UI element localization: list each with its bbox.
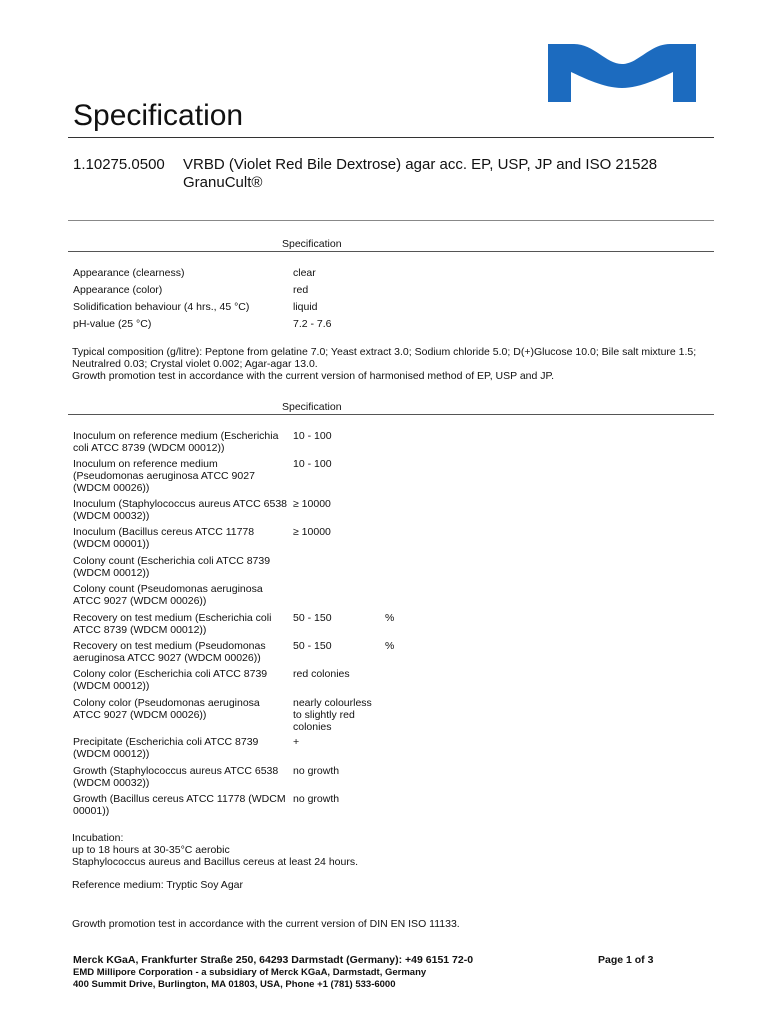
- spec-label: Appearance (color): [73, 284, 163, 296]
- incubation-line: Staphylococcus aureus and Bacillus cereus at least 24 hours.: [72, 856, 358, 868]
- test-unit: %: [385, 640, 395, 652]
- growth-promotion-note: Growth promotion test in accordance with the current version of harmonised method of EP, USP and JP.: [72, 370, 555, 382]
- spec-label: pH-value (25 °C): [73, 318, 152, 330]
- test-value: +: [293, 736, 300, 748]
- test-label: Precipitate (Escherichia coli ATCC 8739 (WDCM 00012)): [73, 736, 259, 760]
- spec-value: liquid: [293, 301, 318, 313]
- spec-label: Appearance (clearness): [73, 267, 185, 279]
- spec-label: Solidification behaviour (4 hrs., 45 °C): [73, 301, 250, 313]
- page-title: Specification: [73, 99, 244, 132]
- test-value: no growth: [293, 765, 340, 777]
- product-code: 1.10275.0500: [73, 156, 165, 173]
- spec-value: 7.2 - 7.6: [293, 318, 332, 330]
- section2-divider: [68, 414, 714, 415]
- test-label: Colony count (Pseudomonas aeruginosa ATCC 9027 (WDCM 00026)): [73, 583, 263, 607]
- spec-value: red: [293, 284, 309, 296]
- test-label: Colony count (Escherichia coli ATCC 8739 (WDCM 00012)): [73, 555, 271, 579]
- incubation-heading: Incubation:: [72, 832, 124, 844]
- spec-value: clear: [293, 267, 316, 279]
- test-value: ≥ 10000: [293, 498, 331, 510]
- title-divider: [68, 137, 714, 138]
- merck-logo: [548, 36, 696, 102]
- test-label: Inoculum on reference medium (Escherichia coli ATCC 8739 (WDCM 00012)): [73, 430, 279, 454]
- test-value: ≥ 10000: [293, 526, 331, 538]
- test-value: red colonies: [293, 668, 350, 680]
- test-value: 10 - 100: [293, 430, 332, 442]
- footer-company: Merck KGaA, Frankfurter Straße 250, 64293 Darmstadt (Germany): +49 6151 72-0: [73, 954, 474, 966]
- footer-address: 400 Summit Drive, Burlington, MA 01803, USA, Phone +1 (781) 533-6000: [73, 979, 396, 990]
- test-unit: %: [385, 612, 395, 624]
- test-value: no growth: [293, 793, 340, 805]
- product-name: VRBD (Violet Red Bile Dextrose) agar acc. EP, USP, JP and ISO 21528 GranuCult®: [183, 156, 658, 191]
- page-number: Page 1 of 3: [598, 954, 654, 966]
- test-label: Recovery on test medium (Pseudomonas aeruginosa ATCC 9027 (WDCM 00026)): [73, 640, 266, 664]
- test-label: Inoculum on reference medium (Pseudomonas aeruginosa ATCC 9027 (WDCM 00026)): [73, 458, 255, 494]
- section1-divider: [68, 251, 714, 252]
- section1-header: Specification: [282, 238, 342, 250]
- test-label: Recovery on test medium (Escherichia coli ATCC 8739 (WDCM 00012)): [73, 612, 272, 636]
- test-label: Growth (Bacillus cereus ATCC 11778 (WDCM 00001)): [73, 793, 286, 817]
- incubation-line: up to 18 hours at 30-35°C aerobic: [72, 844, 230, 856]
- test-label: Inoculum (Bacillus cereus ATCC 11778 (WDCM 00001)): [73, 526, 255, 550]
- test-value: nearly colourless to slightly red colonies: [293, 697, 372, 733]
- composition-line: Typical composition (g/litre): Peptone from gelatine 7.0; Yeast extract 3.0; Sodium chloride 5.0; D(+)Glucose 10.0; Bile salt mixture 1.5;: [72, 346, 697, 358]
- footer-subsidiary: EMD Millipore Corporation - a subsidiary of Merck KGaA, Darmstadt, Germany: [73, 967, 427, 978]
- test-value: 50 - 150: [293, 612, 332, 624]
- din-note: Growth promotion test in accordance with the current version of DIN EN ISO 11133.: [72, 918, 460, 930]
- test-label: Growth (Staphylococcus aureus ATCC 6538 (WDCM 00032)): [73, 765, 279, 789]
- section2-header: Specification: [282, 401, 342, 413]
- composition-line: Neutralred 0.03; Crystal violet 0.002; Agar-agar 13.0.: [72, 358, 318, 370]
- test-value: 10 - 100: [293, 458, 332, 470]
- reference-medium: Reference medium: Tryptic Soy Agar: [72, 879, 243, 891]
- test-label: Inoculum (Staphylococcus aureus ATCC 6538 (WDCM 00032)): [73, 498, 287, 522]
- product-divider: [68, 220, 714, 221]
- test-label: Colony color (Pseudomonas aeruginosa ATCC 9027 (WDCM 00026)): [73, 697, 260, 721]
- test-value: 50 - 150: [293, 640, 332, 652]
- test-label: Colony color (Escherichia coli ATCC 8739 (WDCM 00012)): [73, 668, 268, 692]
